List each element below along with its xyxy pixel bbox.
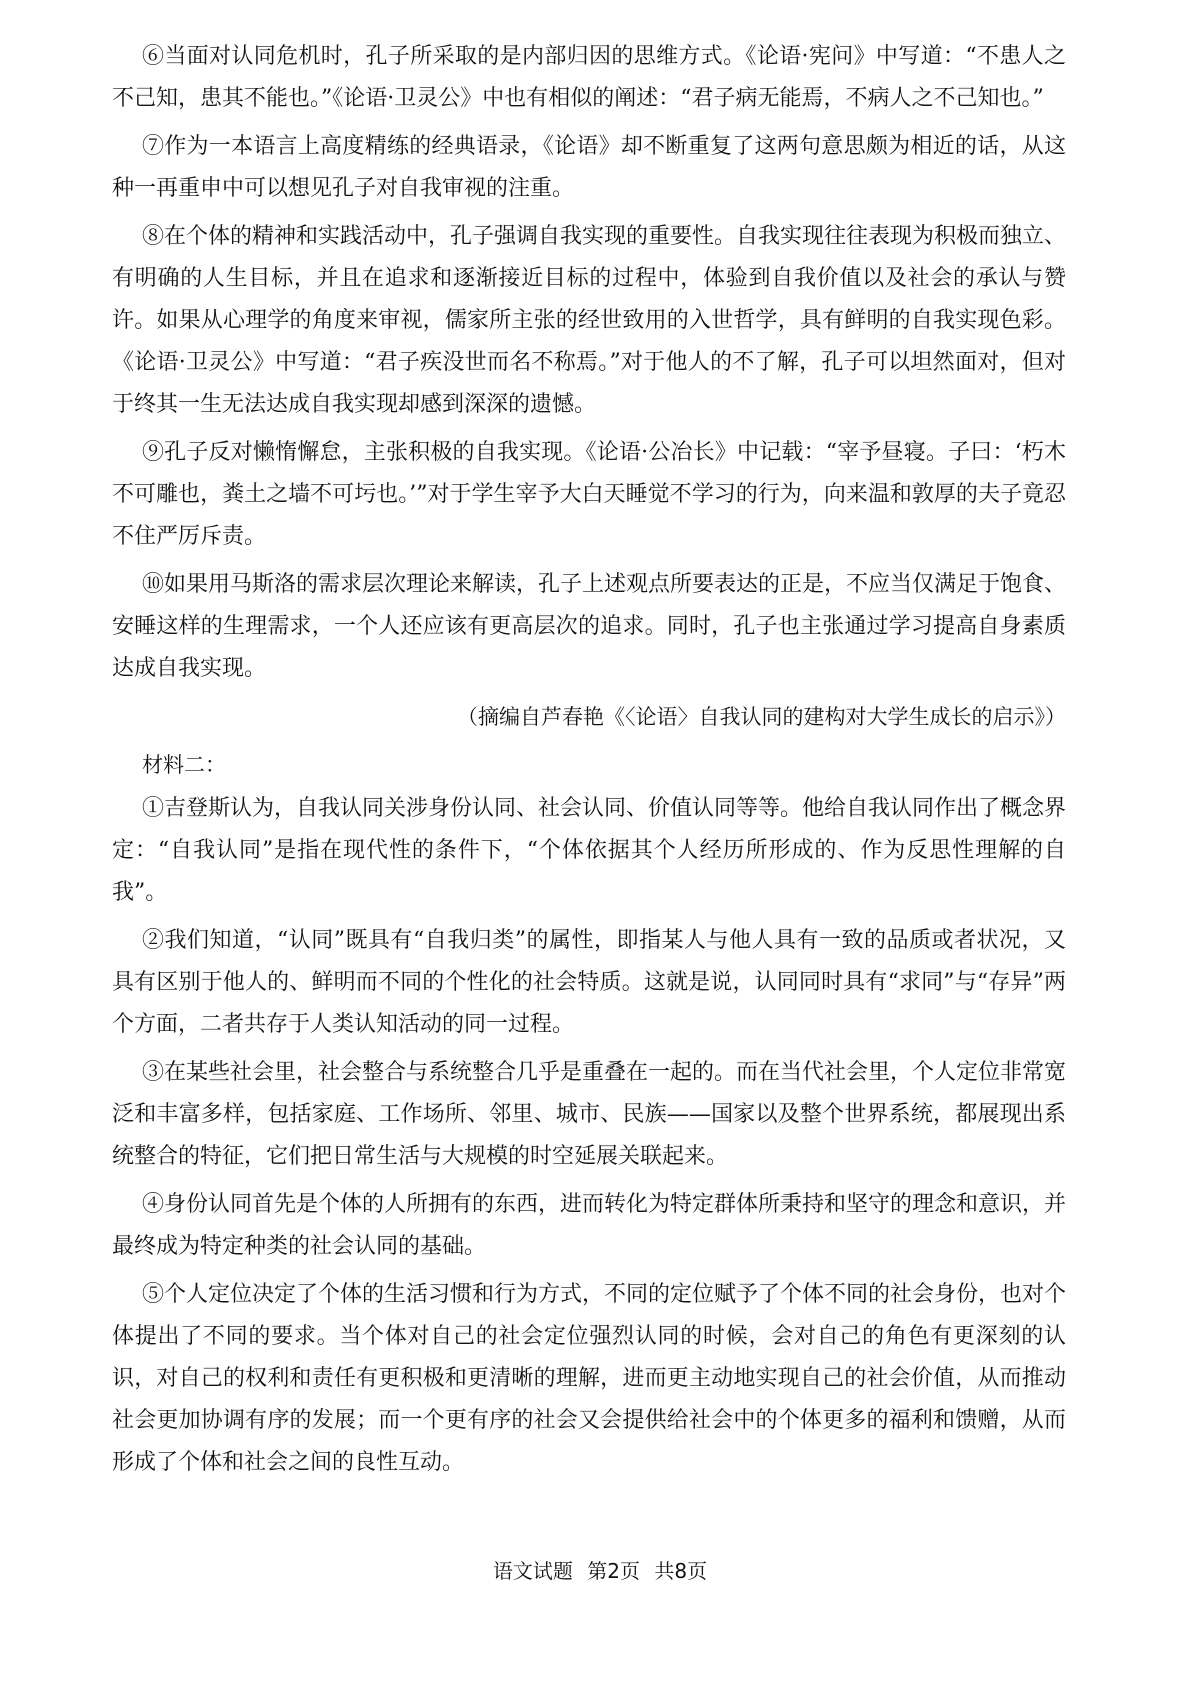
paragraph-9: ⑨孔子反对懒惰懈怠，主张积极的自我实现。《论语·公冶长》中记载：“宰予昼寝。子曰：‘朽木不可雕也，粪土之墙不可圬也。’”对于学生宰予大白天睡觉不学习的行为，向来温和敦厚的夫子竟忍不住严厉斥责。	[112, 440, 1066, 549]
material-2-heading: 材料二：	[142, 753, 226, 777]
material-2-paragraph-3: ③在某些社会里，社会整合与系统整合几乎是重叠在一起的。而在当代社会里，个人定位非常宽泛和丰富多样，包括家庭、工作场所、邻里、城市、民族——国家以及整个世界系统，都展现出系统整合的特征，它们把日常生活与大规模的时空延展关联起来。	[112, 1060, 1067, 1169]
material-2-paragraph-5: ⑤个人定位决定了个体的生活习惯和行为方式，不同的定位赋予了个体不同的社会身份，也对个体提出了不同的要求。当个体对自己的社会定位强烈认同的时候，会对自己的角色有更深刻的认识，对自己的权利和责任有更积极和更清晰的理解，进而更主动地实现自己的社会价值，从而推动社会更加协调有序的发展；而一个更有序的社会又会提供给社会中的个体更多的福利和馈赠，从而形成了个体和社会之间的良性互动。	[112, 1282, 1067, 1475]
paragraph-8: ⑧在个体的精神和实践活动中，孔子强调自我实现的重要性。自我实现往往表现为积极而独立、有明确的人生目标，并且在追求和逐渐接近目标的过程中，体验到自我价值以及社会的承认与赞许。如果从心理学的角度来审视，儒家所主张的经世致用的入世哲学，具有鲜明的自我实现色彩。《论语·卫灵公》中写道：“君子疾没世而名不称焉。”对于他人的不了解，孔子可以坦然面对，但对于终其一生无法达成自我实现却感到深深的遗憾。	[112, 224, 1067, 417]
paragraph-10: ⑩如果用马斯洛的需求层次理论来解读，孔子上述观点所要表达的正是，不应当仅满足于饱食、安睡这样的生理需求，一个人还应该有更高层次的追求。同时，孔子也主张通过学习提高自身素质达成自我实现。	[112, 572, 1067, 681]
paragraph-7: ⑦作为一本语言上高度精练的经典语录，《论语》却不断重复了这两句意思颇为相近的话，从这种一再重申中可以想见孔子对自我审视的注重。	[112, 134, 1066, 201]
material-2-paragraph-4: ④身份认同首先是个体的人所拥有的东西，进而转化为特定群体所秉持和坚守的理念和意识，并最终成为特定种类的社会认同的基础。	[112, 1192, 1067, 1259]
page-footer: 语文试题 第2页 共8页	[492, 1559, 708, 1583]
paragraph-6: ⑥当面对认同危机时，孔子所采取的是内部归因的思维方式。《论语·宪问》中写道：“不患人之不己知，患其不能也。”《论语·卫灵公》中也有相似的阐述：“君子病无能焉，不病人之不己知也。”	[112, 44, 1066, 111]
material-2-paragraph-2: ②我们知道，“认同”既具有“自我归类”的属性，即指某人与他人具有一致的品质或者状况，又具有区别于他人的、鲜明而不同的个性化的社会特质。这就是说，认同同时具有“求同”与“存异”两个方面，二者共存于人类认知活动的同一过程。	[112, 928, 1066, 1037]
source-citation: （摘编自芦春艳《〈论语〉自我认同的建构对大学生成长的启示》）	[457, 705, 1066, 729]
material-2-paragraph-1: ①吉登斯认为，自我认同关涉身份认同、社会认同、价值认同等等。他给自我认同作出了概念界定：“自我认同”是指在现代性的条件下，“个体依据其个人经历所形成的、作为反思性理解的自我”。	[112, 796, 1067, 905]
document-body	[112, 36, 1066, 1490]
